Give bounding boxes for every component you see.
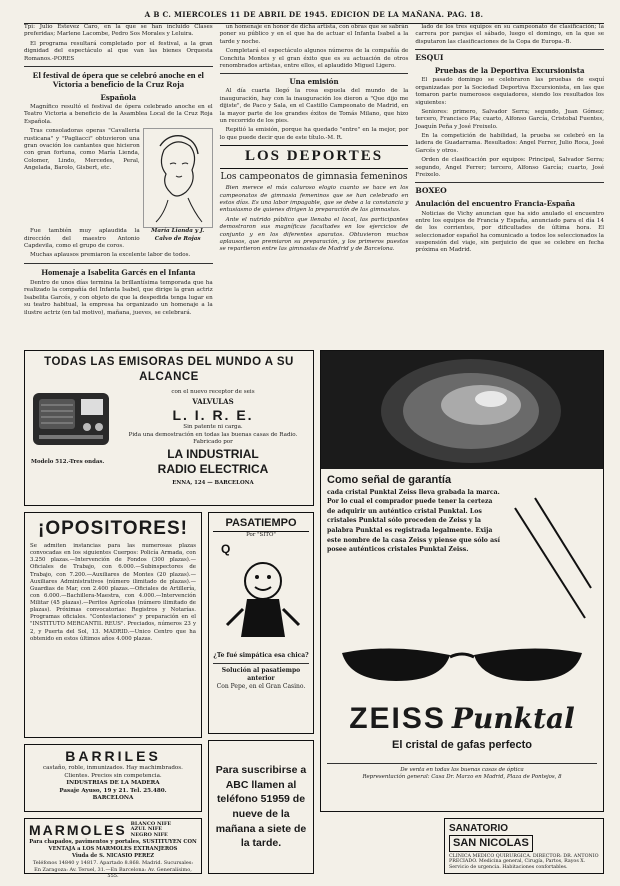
zeiss-brand: ZEISS [349,701,446,735]
emision-headline: Una emisión [289,77,339,87]
divider [415,49,604,50]
radio-brand: L. I. R. E. [172,406,254,423]
pasatiempo-solution: Con Pepe, en el Gran Casino. [216,682,306,690]
divider [415,182,604,183]
abc-subscription-box [208,740,314,874]
barriles-title: BARRILES [65,748,161,764]
esqui-subhead: Pruebas de la Deportiva Excursionista [434,66,585,76]
zeiss-lens-photo [321,351,603,469]
column-3 [415,24,604,346]
boxeo-heading: BOXEO [415,186,447,196]
radio-model: Modelo 512.-Tres ondas. [31,458,105,465]
col3-paragraph-6: Noticias de Vichy anuncian que ha sido anulado el encuentro entre los equipos de Francia y España, anunciado para el día 14 de los corrientes, por dificultades de última hora. El seleccionador español ha comunicado a todos los seleccionados la suspensión del viaje, sin perjuicio de que se celebre en fecha próxima en Madrid. [415,210,605,254]
zeiss-advertisement [320,350,604,812]
col3-paragraph-1: lado de los tres equipos en su campeonato de clasificación; la carrera por parejas el sábado, luego el domingo, en la que se disputaron las clasificaciones de la Copa de Europa.-B. [415,24,605,45]
sanatorio-title-1: SANATORIO [449,823,509,834]
zeiss-slogan-title: Como señal de garantía [327,474,452,486]
pasatiempo-author: Por "SITO" [246,531,276,538]
divider [24,66,213,67]
deportes-section-title: LOS DEPORTES [220,145,409,169]
homenaje-headline: Homenaje a Isabelita Garcés en el Infanta [41,266,196,277]
pasatiempo-box [208,512,314,734]
sketch-side-text [24,128,140,228]
portrait-sketch-icon [146,130,210,226]
opera-paragraph-1: Magnífico resultó el festival de ópera celebrado anoche en el Teatro Victoria a beneficio de la Asamblea Local de la Cruz Roja Española. [24,104,213,125]
marmoles-side: BLANCO NIFE AZUL NIFE NEGRO NIFE [130,820,172,838]
col2-paragraph-5: Bien merece el más caluroso elogio cuanto se hace en los campeonatos de gimnasia femeninos que se han celebrado en estos días. Es una labor impagable, que se debe a la constancia y entusiasmo de quienes dirigen la preparación de las gimnastas. [219,185,409,214]
sketch-row [24,128,213,228]
opera-paragraph-2: Tras consoladoras operas "Cavalleria rusticana" y "Pagliacci" obtuvieron una gran ovación los cantantes que hicieron con gran fortuna, como María Lienda, Colomer, Lindo, Mercedes, Peral, Angelada, Barolo, Gisbert, etc. [24,128,140,172]
marmoles-advertisement [24,818,202,880]
homenaje-paragraph: Dentro de unos días termina la brillantísima temporada que ha realizado la compañía del Infanta Isabel, que dirige la gran actriz Isabelita Garcés, y con objeto de que la despedida tenga lugar en su teatro habitual, la empresa ha organizado un homenaje a la ilustre actriz (en tal motivo), mañana, jueves, se celebrará. [24,280,213,316]
barriles-maker: INDUSTRIAS DE LA MADERA [66,780,160,787]
radio-receiver-icon [31,389,111,449]
barriles-advertisement [24,744,202,812]
sanatorio-title-2: SAN NICOLAS [449,835,533,852]
marmoles-name: Viuda de S. NICASIO PEREZ [71,853,155,860]
col3-paragraph-4: En la competición de habilidad, la prueba se celebró en la ladera de Guadarrama. Resultados: Angel Ferrer, Julio Roca, José Garcés y otros. [415,133,605,154]
portrait-sketch-image [143,128,213,228]
opera-festival-headline: El festival de ópera que se celebró anoche en el Victoria a beneficio de la Cruz Roja [32,69,204,90]
article-columns [24,24,604,346]
sketch-caption-row [24,228,213,252]
opositores-title: ¡OPOSITORES! [38,518,188,539]
divider [220,73,409,74]
glasses-frame-icon [332,643,592,685]
col3-paragraph-3: Seniores: primero, Salvador Serra; segundo, Juan Gómez; tercero, Francisco Pla; cuarto, Alfonso García, Cristobal Fuentes, Joaquín Peña y José Freixelo. [415,108,605,130]
punktal-brand: Punktal [451,701,575,735]
barriles-address: Pasaje Ayuso, 19 y 21. Tel. 25.480. [59,787,167,794]
col2-paragraph-2: Completará el espectáculo algunos números de la compañía de Conchita Montes y el gran éxito que es su actuación de otros renombrados artistas, entre ellos, el aplaudido Miguel Ligero. [219,48,409,69]
cartoon-figure-icon [213,539,309,649]
divider [24,263,213,264]
abc-subscription-text: Para suscribirse a ABC llamen al teléfono 51959 de nueve de la mañana a siete de la tarde. [215,763,307,850]
col2-paragraph-3: Al día cuarta llegó la rosa espuela del mundo de la inauguración, hay con la inauguración los dieron a "Que dijo me dijiste", de Paco y Sala, en el Castillo Campeonato de Madrid, en la mayor parte de los grandes éxitos de Tomás Milano, que hizo un recorrido de los pies. [219,88,409,124]
lens-icon [321,351,603,469]
radio-maker-1: LA INDUSTRIAL [167,446,259,461]
pasatiempo-question: ¿Te fué simpática esa chica? [213,652,309,660]
column-1 [24,24,213,346]
zeiss-footer-2: Representación general: Casa Dr. Marzo en Madrid, Plaza de Pontejos, 8 [362,774,562,781]
opera-festival-subhead: Española [100,92,137,102]
sketch-caption: María Lianda y J. Calvo de Rojas [151,228,205,242]
sanatorio-body: CLINICA MEDICO QUIRURGICA. DIRECTOR: DR. ANTONIO PRECIADO. Medicina general, Cirugía, Partos, Rayos X. Servicio de urgencia. Habitaciones confortables. [449,853,599,871]
barriles-body: castaño, roble, inmunizados. Hay machimbrados. Clientes. Precios sin competencia. [43,765,183,779]
zeiss-footer-1: De venta en todas las buenas casas de óptica [400,767,524,773]
radio-line-1: con el nuevo receptor de seis [171,389,255,396]
radio-maker-2: RADIO ELECTRICA [157,462,269,477]
sanatorio-advertisement [444,818,604,874]
marmoles-body-2: Teléfonos 14840 y 14817. Apartado 8.868. Madrid. Sucursales: En Zaragoza: Av. Teruel, 31.—En Barcelona: Av. Generalísimo, 555. [32,860,194,880]
boxeo-subhead: Anulación del encuentro Francia-España [415,199,576,209]
radio-line-3: Sin patente ni carga. [183,424,243,431]
svg-text:Q: Q [221,541,231,556]
opositores-body: Se admiten instancias para las numerosas plazas convocadas en los siguientes Cuerpos: Policía Armada, con 3.250 plazas.—Intervención de Fondos (300 plazas).—Oficiales de Trabajo, con 6.000.—Subinspectores de Trabajo, con 7.200.—Auxiliares de Montes (20 plazas).—Auxiliares Administrativos (número ilimitado de plazas).—Guardias de Mar, con 2.400 plazas.—Oficiales de Artillería, con 6.000.—Bachillera-Maestra, con 4.000.—Intervención Militar (45 plazas).—Peritos Agrícolas (número ilimitado de plazas). Próximas convocatorias: Registros y Notarías. Programas oficiales. "Contestaciones" y preparación en el "INSTITUTO MERCANTIL REUS". Preciados, números 23 y 2, y Puerta del Sol, 13. MADRID.—Unico Centro que ha obtenido en estos últimos años 4.000 plazas. [30,543,196,642]
advertisements-area [24,350,604,880]
pasatiempo-title: PASATIEMPO [213,516,309,532]
col3-paragraph-5: Orden de clasificación por equipos: Principal, Salvador Serra; segundo, Angel Ferrer; tercero, Alfonso García; cuarto, José Freixelo. [415,157,605,178]
radio-line-5: Fabricado por [193,439,233,446]
opositores-advertisement [24,512,202,738]
intro-text-2: El programa resultará completado por el festival, a la gran dignidad del espectáculo al que van las bienes Orquesta Romanos.-PORES [24,40,213,62]
radio-line-4: Pida una demostración en todas las buenas casas de Radio. [128,431,298,438]
intro-text: Tpi: Julio Estevez Caro, en la que se han incluido Clases preferidas; Marlene Lacombe, Pedro Sos Morales y Leluira. [24,24,213,38]
radio-address: ENNA, 124 — BARCELONA [172,480,254,487]
col3-paragraph-2: El pasado domingo se celebraron las pruebas de esquí organizadas por la Sociedad Deportiva Excursionista, en las que tomaron parte numerosos esquiadores, siendo los resultados los siguientes: [415,77,605,106]
opera-paragraph-3: Fue también muy aplaudida la dirección del maestro Antonio Capdevila, como el grupo de coros. [24,228,140,249]
marmoles-title: MARMOLES [29,822,127,838]
barriles-city: BARCELONA [92,794,134,801]
radio-ad-title: TODAS LAS EMISORAS DEL MUNDO A SU ALCANCE [44,356,294,384]
marmoles-body: Para chapados, pavimentos y portales, SUSTITUYEN CON VENTAJA a LOS MARMOLES EXTRANJEROS [29,839,197,853]
zeiss-tagline: El cristal de gafas perfecto [392,739,532,752]
radio-line-2: VALVULAS [192,396,234,406]
col2-paragraph-6: Ante el nutrido público que llenaba el local, las participantes demostraron sus magníficas facultades en los ejercicios de conjunto y en los diferentes aparatos. Obtuvieron muchos aplausos, que premiaron su preparación, y los primeros puestos se repartieron entre las gimnastas de Madrid y de Barcelona. [219,216,409,253]
page-header: A B C. MIERCOLES 11 DE ABRIL DE 1945. EDICION DE LA MAÑANA. PAG. 18. [24,8,604,24]
esqui-heading: ESQUI [415,53,444,63]
gimnasia-headline: Los campeonatos de gimnasia femeninos [220,171,408,182]
col2-paragraph-4: Repitió la emisión, porque ha quedado "entre" en la mejor, por lo que puede decir que de este título.-M. R. [219,127,409,141]
zeiss-slogan: cada cristal Punktal Zeiss lleva grabada la marca. Por lo cual el comprador puede tener la certeza de adquirir un auténtico cristal Punktal. Los cristales Punktal sólo proceden de Zeiss y la palabra Punktal es registrada legalmente. Exija este nombre de la casa Zeiss y piense que sólo así posee auténticos cristales Punktal Zeiss. [327,488,500,554]
eyeglasses-icon [505,488,595,638]
pasatiempo-solution-title: Solución al pasatiempo anterior [221,666,301,682]
radio-advertisement [24,350,314,506]
col2-paragraph-1: un homenaje en honor de dicha artista, con obras que se sabrán poner su público y en el que ha de actuar el Infanta Isabel a la tarde y noche. [219,24,409,45]
opera-paragraph-4: Muchas aplausos premiaron la excelente labor de todos. [30,252,191,259]
column-2 [220,24,409,346]
